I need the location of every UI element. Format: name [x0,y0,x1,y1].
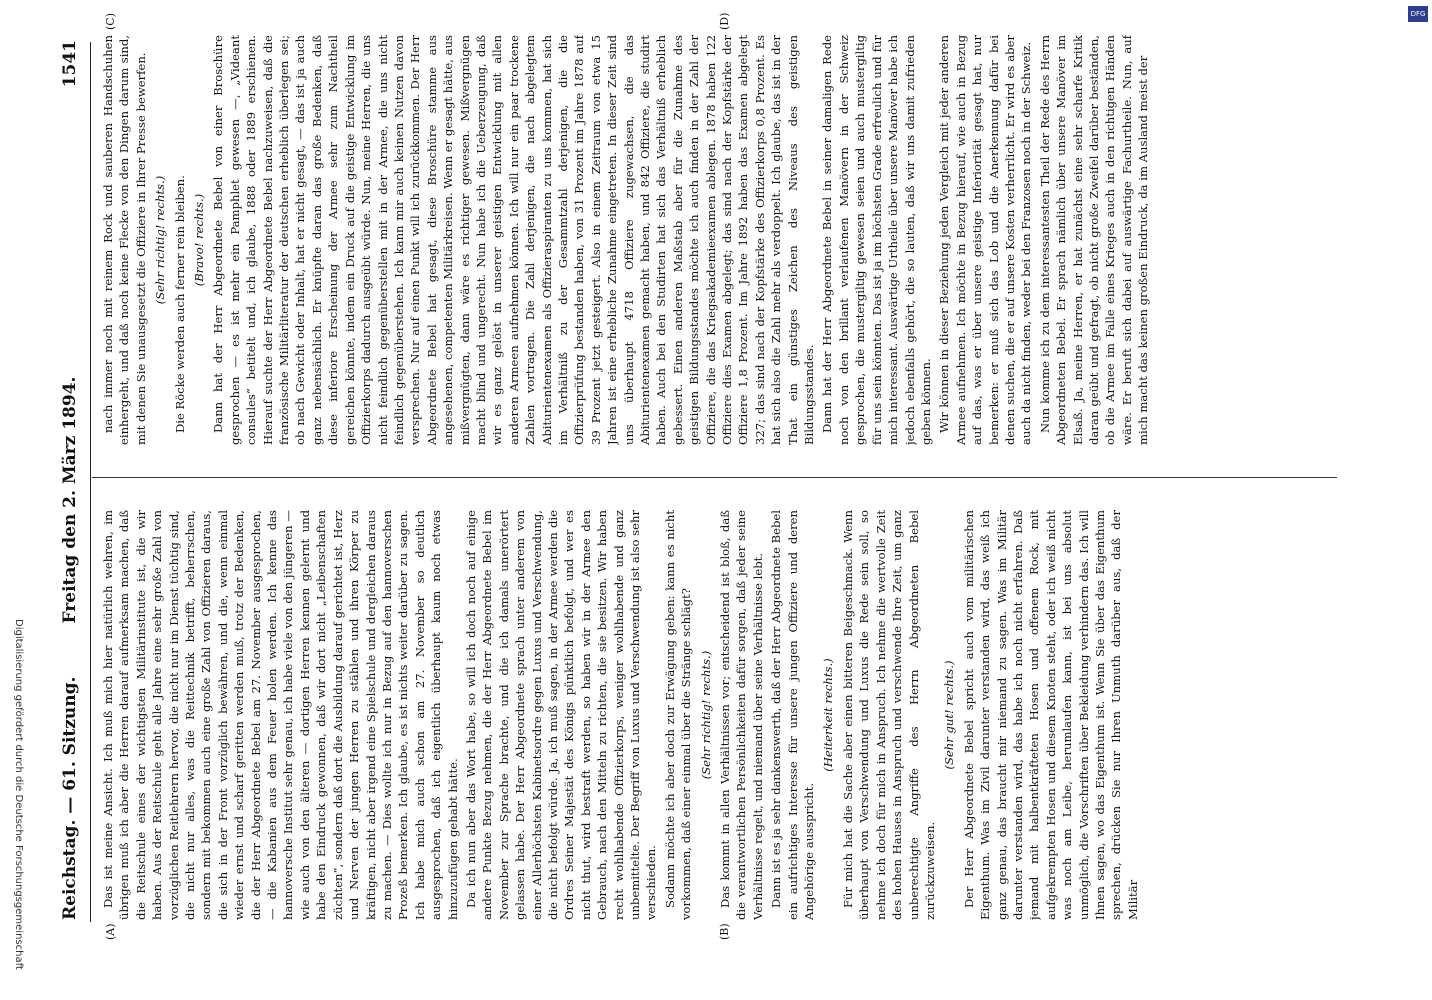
margin-marker-d: (D) [718,12,731,30]
interjection: (Sehr gut! rechts.) [942,660,957,770]
paragraph: Das ist meine Ansicht. Ich muß mich hier natürlich wehren, im übrigen muß ich aber die Herren darauf aufmerksam machen, daß die Reitschule eines der wichtigsten Militärinstitute ist, die wir haben. Aus der Reitschule geht alle Jahre eine sehr große Zahl von vorzüglichen Reitlehrern hervor, die nicht nur im Dienst tüchtig sind, die nicht nur alles, was die Reittechnik betrifft, beherrschen, sondern mit bekommen auch eine große Zahl von Offizieren daraus, die sich in der Front vorzüglich bewähren, und die, wenn einmal wieder ernst und scharf geritten werden muß, trotz der Bedenken, die der Herr Abgeordnete Bebel am 27. November ausgesprochen, — die Kabanien aus dem Feuer holen werden. Ich kenne das hannoversche Institut sehr genau, ich habe viele von den jüngeren — wie auch von den älteren — dortigen Herren kennen gelernt und habe den Eindruck gewonnen, daß wir dort nicht „Leibenschaften züchten“, sondern daß dort die Ausbildung darauf gerichtet ist, Herz und Nerven der jungen Herren zu stählen und ihren Körper zu kräftigen, nicht aber irgend eine Spielschule und dergleichen daraus zu machen. — Dies wollte ich nur in Bezug auf den hannoverschen Prozeß bemerken. Ich glaube, es ist nichts weiter darüber zu sagen. Ich habe mich auch schon am 27. November so deutlich ausgesprochen, daß ich eigentlich überhaupt kaum noch etwas hinzuzufügen gehabt hätte. [101,510,460,920]
digitization-credit: Digitalisierung gefördert durch die Deutsche Forschungsgemeinschaft [13,619,24,970]
paragraph: Da ich nun aber das Wort habe, so will ich doch noch auf einige andere Punkte Bezug nehmen, die der Herr Abgeordnete Bebel im November zur Sprache brachte, und die ich damals unerörtert gelassen habe. Der Herr Abgeordnete sprach unter anderem von einer Allerhöchsten Kabinetsordre gegen Luxus und Verschwendung, die nicht befolgt würde. Ja, ich muß sagen, in der Armee werden die Ordres Seiner Majestät des Königs pünktlich befolgt, und wer es nicht thut, wird bestraft werden, so haben wir in der Armee den Gebrauch, nach den Mitteln zu richten, die sie besitzen. Wir haben recht wohlhabende Offizierkorps, weniger wohlhabende und ganz unbemittelte. Der Begriff von Luxus und Verschwendung ist also sehr verschieden. [463,510,659,920]
margin-marker-c: (C) [104,13,117,30]
header-rule [90,42,91,922]
interjection: (Sehr richtig! rechts.) [698,650,713,780]
header-session: Reichstag. — 61. Sitzung. [60,676,80,920]
interjection: (Heiterkeit rechts.) [821,658,836,772]
paragraph: Nun komme ich zu dem interessantesten Theil der Rede des Herrn Abgeordneten Bebel. Er sprach nämlich über unsere Manöver im Elsaß. Ja, meine Herren, er hat zunächst eine sehr scharfe Kritik daran geübt und gefragt, ob nicht große Zweifel darüber beständen, ob die Armee im Falle eines Krieges auch in den richtigen Händen wäre. Er beruft sich dabei auf auswärtige Fachurtheile. Nun, auf mich macht das keinen großen Eindruck, da im Ausland meist der [1037,35,1151,445]
interjection: (Sehr richtig! rechts.) [153,175,168,305]
paragraph: Für mich hat die Sache aber einen bitteren Beigeschmack. Wenn überhaupt von Verschwendung und Luxus die Rede sein soll, so nehme ich doch für mich in Anspruch. Ich nehme die wertvolle Zeit des hohen Hauses in Anspruch und verschwende Ihre Zeit, um ganz unberechtigte Angriffe des Herrn Abgeordneten Bebel zurückzuweisen. [840,510,937,920]
left-column [100,510,1330,920]
paragraph: Dann hat der Herr Abgeordnete Bebel in seiner damaligen Rede noch von den brillant verlaufenen Manövern in der Schweiz gesprochen, die mustergiltig gewesen seien und auch mustergiltig für uns sein könnten. Das ist ja im höchsten Grade erfreulich und für mich interessant. Auswärtige Urtheile über unsere Manöver habe ich jedoch ebenfalls gehört, die so lauten, daß wir uns damit zufrieden geben können. [820,35,933,445]
margin-marker-a: (A) [104,923,117,940]
paragraph: Der Herr Abgeordnete Bebel spricht auch vom militärischen Eigenthum. Was im Zivil darunter verstanden wird, das weiß ich ganz genau, das braucht mir niemand zu sagen. Was im Militär darunter verstanden wird, das habe ich noch nicht erfahren. Daß jemand mit halbentkräfteten Hosen und offenem Rock, mit aufgekrempten Hosen und diesem Knoten steht, oder ich weiß nicht was noch am Leibe, herumlaufen kann, ist bei uns absolut unmöglich, die Vorschriften über Bekleidung verhindern das. Ich will Ihnen sagen, wo das Eigenthum ist. Wenn Sie über das Eigenthum sprechen, drücken Sie nur Ihren Unmuth darüber aus, daß der Militär [961,510,1140,920]
paragraph: Sodann möchte ich aber doch zur Erwägung geben: kann es nicht vorkommen, daß einer einmal über die Stränge schlägt? [662,510,694,920]
paragraph: Das kommt in allen Verhältnissen vor; entscheidend ist bloß, daß die verantwortlichen Persönlichkeiten dafür sorgen, daß jeder seine Verhältnisse regelt, und niemand über seine Verhältnisse lebt. [718,510,765,920]
paragraph: Wir können in dieser Beziehung jeden Vergleich mit jeder anderen Armee aufnehmen. Ich möchte in Bezug hierauf, wie auch in Bezug auf das, was er über unsere geistige Inferiorität gesagt hat, nur bemerken: er muß sich das Lob und die Anerkennung dafür bei denen suchen, die er auf unsere Kosten verherrlicht. Er wird es aber auch da nicht finden, weder bei den Franzosen noch in der Schweiz. [937,35,1034,445]
paragraph: Dann hat der Herr Abgeordnete Bebel von einer Broschüre gesprochen — es ist mehr ein Pamphlet gewesen —, „Videant consules“ betitelt und, ich glaube, 1888 oder 1889 erschienen. Hierauf suchte der Herr Abgeordnete Bebel nachzuweisen, daß die französische Militärliteratur der deutschen erheblich überlegen sei; ob nach Gewicht oder Inhalt, hat er nicht gesagt, — das ist ja auch ganz nebensächlich. Er knüpfte daran das große Bedenken, daß diese inferiore Erscheinung der Armee sehr zum Nachtheil gereichen könnte, indem ein Druck auf die geistige Entwicklung im Offizierkorps dadurch ausgeübt würde. Nun, meine Herren, die uns nicht feindlich gegenüberstellen mit in der Armee, die uns nicht feindlich gegenüberstehen. Ich kann mir auch keinen Nutzen davon versprechen. Nur auf einen Punkt will ich zurückkommen. Der Herr Abgeordnete Bebel hat gesagt, diese Broschüre stamme aus angesehenen, competenten Militärkreisen. Wenn er gesagt hätte, aus mißvergnügten, dann wäre es richtiger gewesen. Mißvergnügen macht blind und ungerecht. Nun habe ich die Ueberzeugung, daß wir es ganz gelöst in unserer geistigen Entwicklung mit allen anderen Armeen aufnehmen können. Ich will nur ein paar trockene Zahlen vortragen. Die Zahl derjenigen, die nach abgelegtem Abiturientenexamen als Offizieraspiranten zu uns kommen, hat sich im Verhältniß zu der Gesammtzahl derjenigen, die die Offizierprüfung bestanden haben, von 31 Prozent im Jahre 1878 auf 39 Prozent jetzt gesteigert. Also in einem Zeitraum von etwa 15 Jahren ist eine erhebliche Zunahme eingetreten. In dieser Zeit sind uns überhaupt 4718 Offiziere zugewachsen, die das Abiturientenexamen gemacht haben, und 842 Offiziere, die studirt haben. Auch bei den Studirten hat sich das Verhältniß erheblich gebessert. Einen anderen Maßstab aber für die Zunahme des geistigen Bildungsstandes möchte ich auch finden in der Zahl der Offiziere, die das Kriegsakademieexamen ablegen. 1878 haben 122 Offiziere dies Examen abgelegt; das sind nach der Kopfstärke der Offiziere 1,8 Prozent. Im Jahre 1892 haben das Examen abgelegt 327; das sind nach der Kopfstärke des Offizierkorps 0,8 Prozent. Es hat sich also die Zahl mehr als verdoppelt. Ich glaube, das ist in der That ein günstiges Zeichen des Niveaus des geistigen Bildungsstandes. [211,35,817,445]
paragraph: Dann ist es ja sehr dankenswerth, daß der Herr Abgeordnete Bebel ein aufrichtiges Interesse für unsere jungen Offiziere und deren Angehörige ausspricht. [769,510,817,920]
column-divider [92,477,1337,478]
page-number: 1541 [60,40,80,88]
dfg-logo: DFG [1408,6,1428,22]
margin-marker-b: (B) [718,923,731,940]
header-date: Freitag den 2. März 1894. [60,376,80,624]
interjection: (Bravo! rechts.) [192,193,207,287]
paragraph: nach immer noch mit reinem Rock und sauberen Handschuhen einhergeht, und daß noch keine Flecke von den Dingen darum sind, mit denen Sie unausgesetzt die Offiziere in Ihrer Presse bewerfen. [101,35,148,445]
right-column [100,35,1330,445]
paragraph: Die Röcke werden auch ferner rein bleiben. [172,175,187,433]
